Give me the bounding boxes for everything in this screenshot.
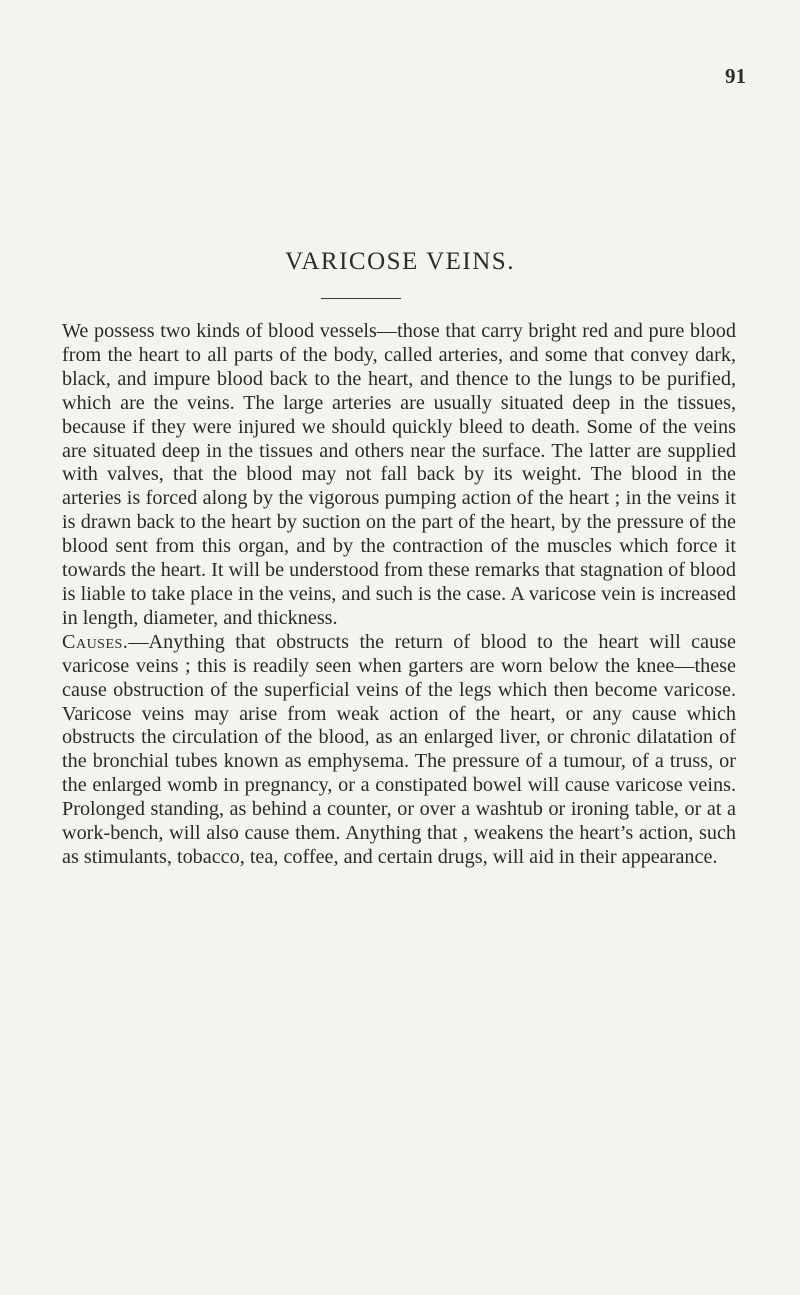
paragraph-intro <box>62 320 736 631</box>
paragraph-text: We possess two kinds of blood vessels—those that carry bright red and pure blood from the heart to all parts of the body, called arteries, and some that convey dark, black, and impure blood back to the heart, and thence to the lungs to be purified, which are the veins. The large arteries are usually situated deep in the tissues, because if they were injured we should quickly bleed to death. Some of the veins are situated deep in the tissues and others near the surface. The latter are supplied with valves, that the blood may not fall back by its weight. The blood in the arteries is forced along by the vigorous pumping action of the heart ; in the veins it is drawn back to the heart by suction on the part of the heart, by the pressure of the blood sent from this organ, and by the contraction of the muscles which force it towards the heart. It will be understood from these remarks that stagnation of blood is liable to take place in the veins, and such is the case. A varicose vein is increased in length, diameter, and thickness. <box>62 320 736 629</box>
chapter-title: VARICOSE VEINS. <box>285 248 515 275</box>
title-divider <box>321 298 401 299</box>
paragraph-causes <box>62 631 736 870</box>
page-number: 91 <box>725 64 746 88</box>
paragraph-text: —Anything that obstructs the return of blood to the heart will cause varicose veins ; this is readily seen when garters are worn below the knee—these cause obstruction of the superficial veins of the legs which then become varicose. Varicose veins may arise from weak action of the heart, or any cause which obstructs the circulation of the blood, as an enlarged liver, or chronic dilatation of the bronchial tubes known as emphysema. The pressure of a tumour, of a truss, or the enlarged womb in pregnancy, or a constipated bowel will cause varicose veins. Prolonged standing, as behind a counter, or over a washtub or ironing table, or at a work-bench, will also cause them. Anything that , weakens the heart’s action, such as stimulants, tobacco, tea, coffee, and certain drugs, will aid in their appearance. <box>62 630 736 868</box>
section-heading-causes: Causes. <box>62 630 129 653</box>
body-text <box>62 320 736 870</box>
